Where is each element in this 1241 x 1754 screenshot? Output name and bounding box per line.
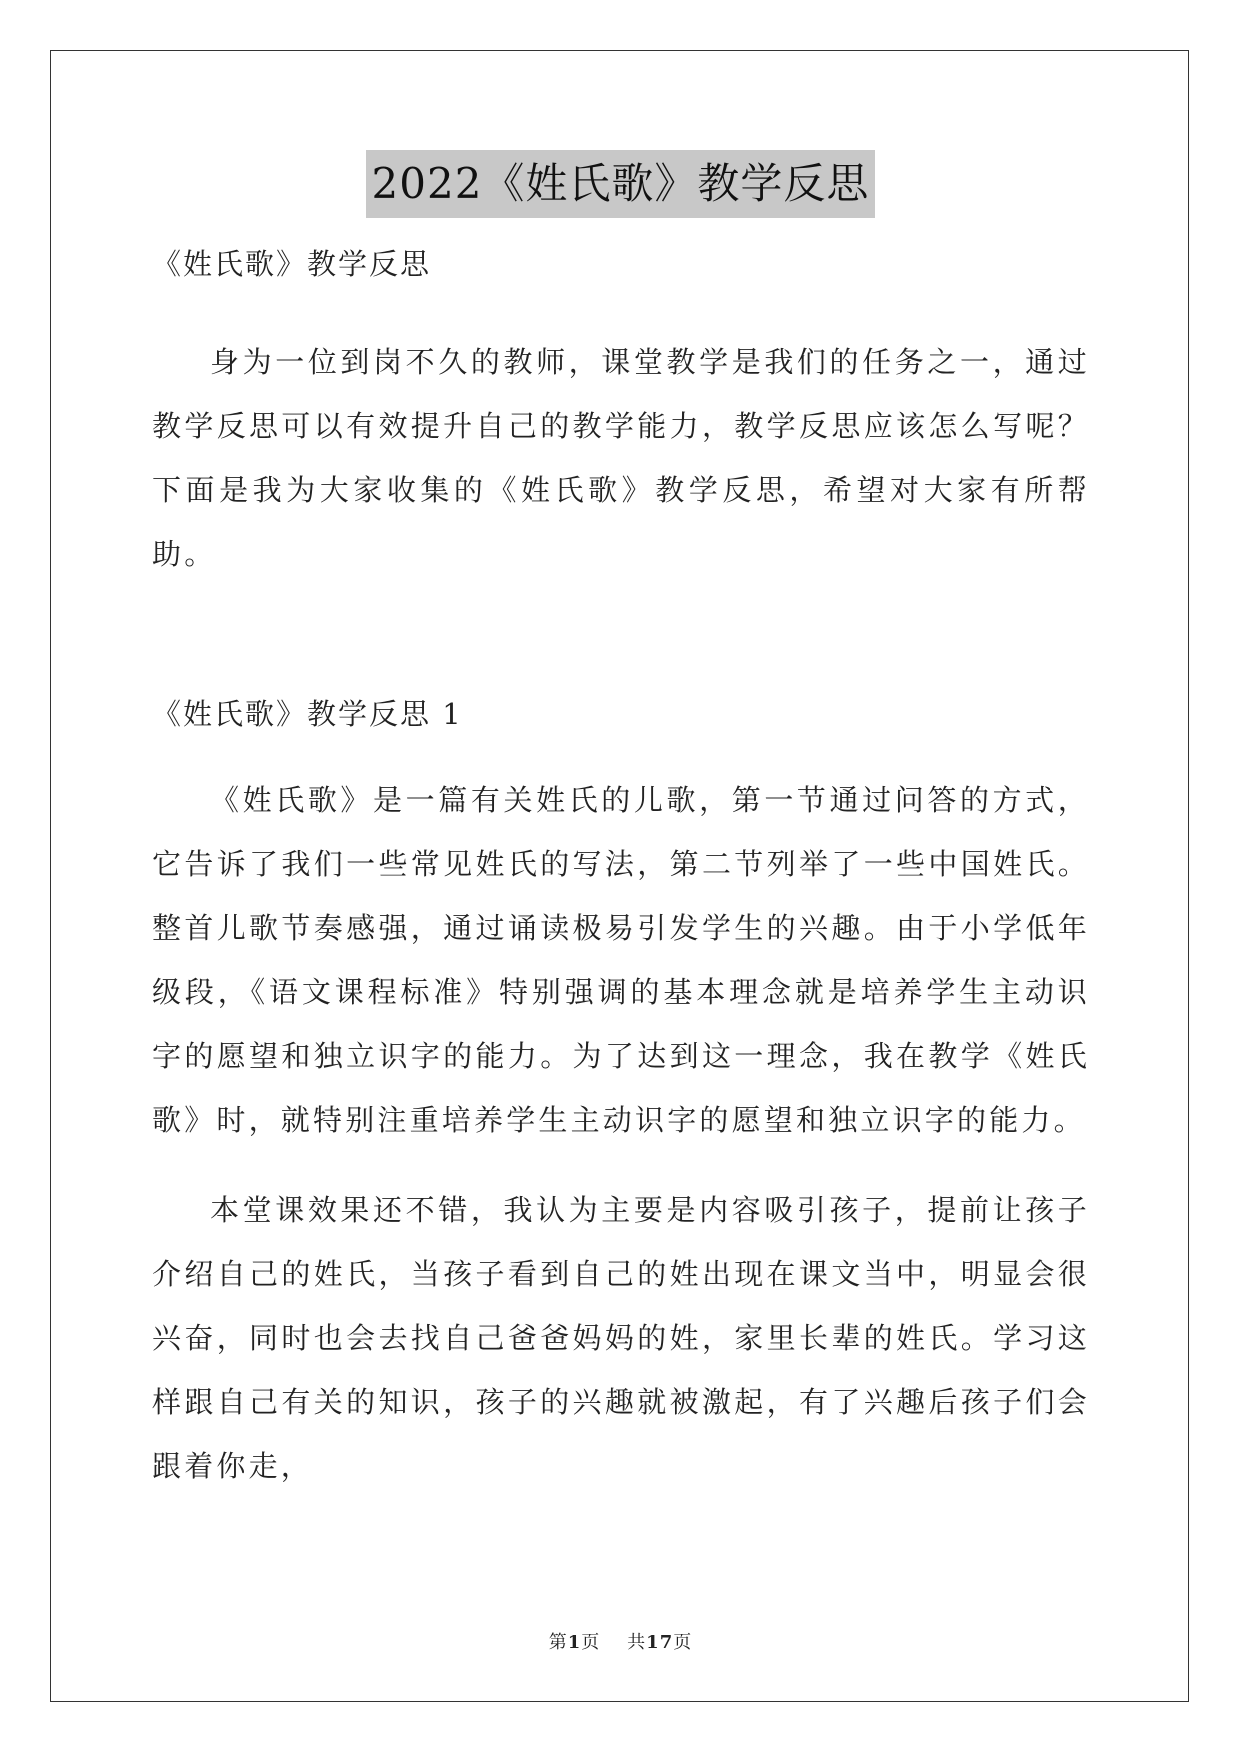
section-1-paragraph-1: 《姓氏歌》是一篇有关姓氏的儿歌，第一节通过问答的方式，它告诉了我们一些常见姓氏的写法，第二节列举了一些中国姓氏。整首儿歌节奏感强，通过诵读极易引发学生的兴趣。由于小学低年级段，《语文课程标准》特别强调的基本理念就是培养学生主动识字的愿望和独立识字的能力。为了达到这一理念，我在教学《姓氏歌》时，就特别注重培养学生主动识字的愿望和独立识字的能力。 [152,783,1090,1137]
section-1-paragraph-2: 本堂课效果还不错，我认为主要是内容吸引孩子，提前让孩子介绍自己的姓氏，当孩子看到自己的姓出现在课文当中，明显会很兴奋，同时也会去找自己爸爸妈妈的姓，家里长辈的姓氏。学习这样跟自己有关的知识，孩子的兴趣就被激起，有了兴趣后孩子们会跟着你走， [152,1193,1090,1483]
page-footer [0,1628,1241,1654]
document-body [152,232,1090,1498]
page-prefix: 第 [548,1632,568,1653]
page-number: 1 [567,1632,582,1653]
section-heading-1: 《姓氏歌》教学反思 1 [152,697,463,731]
page-suffix: 页 [581,1632,601,1653]
document-title: 2022《姓氏歌》教学反思 [366,150,876,218]
total-prefix: 共 [627,1632,647,1653]
total-pages: 17 [646,1632,674,1653]
intro-heading: 《姓氏歌》教学反思 [152,247,432,281]
total-suffix: 页 [673,1632,693,1653]
title-container [0,150,1241,218]
intro-paragraph: 身为一位到岗不久的教师，课堂教学是我们的任务之一，通过教学反思可以有效提升自己的教学能力，教学反思应该怎么写呢？下面是我为大家收集的《姓氏歌》教学反思，希望对大家有所帮助。 [152,345,1090,571]
